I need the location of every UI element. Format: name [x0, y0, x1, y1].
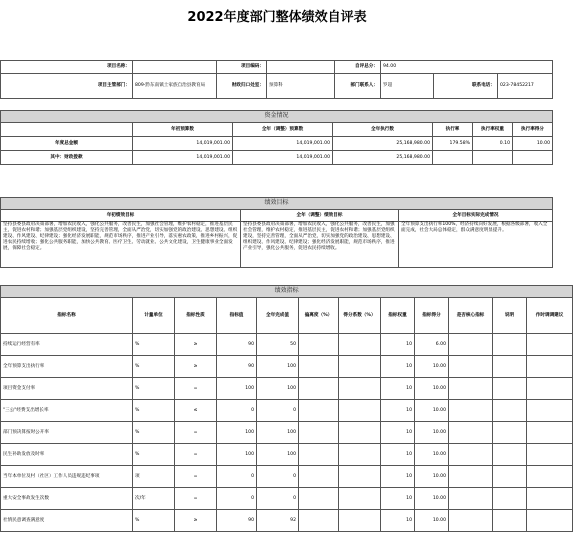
indicator-nature: ≤: [175, 400, 217, 422]
indicator-row: [1, 444, 573, 466]
indicator-nature: =: [175, 488, 217, 510]
indicator-core: [449, 356, 493, 378]
score-value: 94.00: [381, 61, 553, 74]
indicator-note: [493, 356, 527, 378]
funds-header: 全年（调整）预算数: [233, 123, 333, 137]
indicator-weight: 10: [381, 488, 415, 510]
funds-header: 执行率权重: [473, 123, 513, 137]
indicator-row: [1, 400, 573, 422]
funds-cell: 14,019,001.00: [133, 151, 233, 165]
indicator-coef: [339, 444, 381, 466]
indicator-actual: 0: [257, 466, 299, 488]
indicator-header: 偏离度（%）: [299, 298, 339, 334]
basic-info-table: [0, 60, 553, 99]
indicator-target: 90: [217, 334, 257, 356]
indicator-name: 重大安全事故发生次数: [1, 488, 133, 510]
indicator-weight: 10: [381, 466, 415, 488]
indicator-target: 100: [217, 378, 257, 400]
indicator-score: 10.00: [415, 510, 449, 532]
goals-header: 年初绩效目标: [1, 210, 241, 222]
indicator-header: 指标性质: [175, 298, 217, 334]
indicator-actual: 0: [257, 488, 299, 510]
indicator-dev: [299, 444, 339, 466]
goal-adjusted-text: 坚持县委县政府决策部署，增加农民收入，强化公共服务，改善民生，加强社会管理，维护农村稳定，推进基层民主，促进农村和谐；加强基层党组织建设，坚持完善管理，全面从严治党，切实加强党的政治建设、思想建设、组织建设、作风建设、纪律建设；强化经济发展职能，规范市场秩序，推进产业引导，强化公共服务，促进农民持续增收。: [241, 222, 399, 268]
indicator-weight: 10: [381, 334, 415, 356]
indicator-coef: [339, 510, 381, 532]
indicator-header: 指标值: [217, 298, 257, 334]
indicators-table: [0, 285, 573, 532]
indicator-nature: ≥: [175, 510, 217, 532]
indicator-score: 10.00: [415, 444, 449, 466]
indicator-score: 10.00: [415, 466, 449, 488]
indicator-unit: 项: [133, 466, 175, 488]
funds-row: [1, 151, 553, 165]
indicator-target: 0: [217, 400, 257, 422]
indicator-header: 说明: [493, 298, 527, 334]
indicator-unit: %: [133, 444, 175, 466]
indicator-row: [1, 422, 573, 444]
indicator-name: 当年本单位及村（社区）工作人员违规违纪事项: [1, 466, 133, 488]
indicator-score: 10.00: [415, 400, 449, 422]
goal-actual-text: 全年预算支出执行率100%，经济持续向好发展，根据各级部署，收入全面完成，社会大局总体稳定，群众满意度明显提升。: [399, 222, 553, 268]
indicator-nature: =: [175, 378, 217, 400]
indicator-suggestion: [527, 334, 573, 356]
indicator-dev: [299, 378, 339, 400]
indicator-row: [1, 378, 573, 400]
indicator-nature: ≥: [175, 356, 217, 378]
indicator-nature: =: [175, 422, 217, 444]
indicator-coef: [339, 466, 381, 488]
funds-cell: 14,019,001.00: [233, 151, 333, 165]
funds-cell: [513, 151, 553, 165]
funds-section-title: 资金情况: [1, 111, 553, 123]
indicator-header: 是否核心指标: [449, 298, 493, 334]
indicator-nature: ≥: [175, 334, 217, 356]
indicator-note: [493, 444, 527, 466]
project-name-value: [133, 61, 217, 74]
indicator-coef: [339, 422, 381, 444]
indicator-header: 指标权重: [381, 298, 415, 334]
indicator-core: [449, 488, 493, 510]
goals-header: 全年目标实际完成情况: [399, 210, 553, 222]
phone-value: 023-78452217: [498, 74, 553, 99]
indicator-core: [449, 378, 493, 400]
indicator-target: 90: [217, 356, 257, 378]
indicator-unit: %: [133, 334, 175, 356]
indicator-note: [493, 400, 527, 422]
indicator-header: 得分系数（%）: [339, 298, 381, 334]
funds-cell: [473, 151, 513, 165]
indicator-actual: 100: [257, 422, 299, 444]
indicator-dev: [299, 466, 339, 488]
funds-cell: 0.10: [473, 137, 513, 151]
indicator-note: [493, 422, 527, 444]
indicator-score: 10.00: [415, 356, 449, 378]
indicator-dev: [299, 422, 339, 444]
goals-table: [0, 197, 553, 268]
indicator-row: [1, 488, 573, 510]
project-code-label: 项目编码：: [217, 61, 267, 74]
funds-cell: 25,168,980.00: [333, 151, 433, 165]
indicator-suggestion: [527, 444, 573, 466]
indicator-name: 全年预算支出执行率: [1, 356, 133, 378]
finance-value: 预算科: [267, 74, 335, 99]
funds-cell: 25,168,980.00: [333, 137, 433, 151]
indicator-coef: [339, 378, 381, 400]
indicator-header: 作时调调建议: [527, 298, 573, 334]
indicator-header: 全年完成值: [257, 298, 299, 334]
goals-section-title: 绩效目标: [1, 198, 553, 210]
indicator-actual: 100: [257, 356, 299, 378]
indicator-unit: %: [133, 378, 175, 400]
indicator-note: [493, 466, 527, 488]
indicator-suggestion: [527, 400, 573, 422]
indicator-actual: 92: [257, 510, 299, 532]
indicator-unit: 次/年: [133, 488, 175, 510]
contact-value: 罗超: [381, 74, 434, 99]
indicator-header: 计量单位: [133, 298, 175, 334]
indicator-suggestion: [527, 422, 573, 444]
indicator-name: 持续运行经营有率: [1, 334, 133, 356]
indicator-note: [493, 378, 527, 400]
indicator-name: 部门预决算按时公开率: [1, 422, 133, 444]
indicator-weight: 10: [381, 422, 415, 444]
indicator-unit: %: [133, 510, 175, 532]
indicator-suggestion: [527, 510, 573, 532]
indicator-header: 指标得分: [415, 298, 449, 334]
funds-header: 执行率得分: [513, 123, 553, 137]
indicator-target: 100: [217, 444, 257, 466]
indicator-name: 社情民意调查满意度: [1, 510, 133, 532]
indicator-suggestion: [527, 378, 573, 400]
indicator-coef: [339, 488, 381, 510]
contact-label: 部门联系人：: [335, 74, 381, 99]
indicator-note: [493, 510, 527, 532]
finance-label: 财政归口处室：: [217, 74, 267, 99]
indicator-name: 项目资金支付率: [1, 378, 133, 400]
indicators-section-title: 绩效指标: [1, 286, 573, 298]
indicator-actual: 100: [257, 378, 299, 400]
page-title: 2022年度部门整体绩效自评表: [187, 10, 367, 25]
indicator-core: [449, 466, 493, 488]
funds-cell: 179.58%: [433, 137, 473, 151]
indicator-dev: [299, 488, 339, 510]
indicator-row: [1, 334, 573, 356]
indicator-suggestion: [527, 466, 573, 488]
indicator-unit: %: [133, 400, 175, 422]
indicator-note: [493, 488, 527, 510]
indicator-core: [449, 334, 493, 356]
indicator-score: 10.00: [415, 488, 449, 510]
phone-label: 联系电话：: [434, 74, 498, 99]
funds-header: 执行率: [433, 123, 473, 137]
indicator-note: [493, 334, 527, 356]
indicator-row: [1, 510, 573, 532]
indicator-row: [1, 466, 573, 488]
indicator-target: 0: [217, 488, 257, 510]
indicator-core: [449, 400, 493, 422]
indicators-body: [1, 334, 573, 532]
indicator-actual: 100: [257, 444, 299, 466]
indicator-target: 0: [217, 466, 257, 488]
indicator-unit: %: [133, 422, 175, 444]
funds-cell: [433, 151, 473, 165]
indicator-dev: [299, 356, 339, 378]
indicator-name: "三公"经费支出增长率: [1, 400, 133, 422]
indicator-suggestion: [527, 356, 573, 378]
dept-value: 809-黔东南镇土家族自治县教育局: [133, 74, 217, 99]
indicator-unit: %: [133, 356, 175, 378]
indicator-weight: 10: [381, 510, 415, 532]
project-code-value: [267, 61, 335, 74]
indicator-core: [449, 422, 493, 444]
indicator-score: 10.00: [415, 422, 449, 444]
indicator-dev: [299, 334, 339, 356]
funds-cell: 10.00: [513, 137, 553, 151]
indicator-score: 10.00: [415, 378, 449, 400]
indicator-nature: =: [175, 466, 217, 488]
indicator-weight: 10: [381, 356, 415, 378]
indicator-coef: [339, 400, 381, 422]
indicator-row: [1, 356, 573, 378]
funds-row: [1, 137, 553, 151]
funds-row-label: 其中：财政拨款: [1, 151, 133, 165]
indicator-header: 指标名称: [1, 298, 133, 334]
indicator-nature: =: [175, 444, 217, 466]
indicator-weight: 10: [381, 400, 415, 422]
goal-initial-text: 坚持县委县政府决策部署，增加农民收入，强化公共服务，改善民生，加强社会管理，维护农村稳定，推进基层民主，促进农村和谐；加强基层党组织建设，坚持完善管理，全面从严治党，切实加强党的政治建设、思想建设、组织建设、作风建设、纪律建设；强化经济发展职能，规范市场秩序，推进产业引导，落实惠农政策，推进乡村振兴，促进农民持续增收；强化公共服务职能，加快公共教育、医疗卫生、劳动就业、公共文化建设，卫生健康事业全面发展，保障社会稳定。: [1, 222, 241, 268]
funds-header: 年初预算数: [133, 123, 233, 137]
indicator-coef: [339, 334, 381, 356]
indicator-target: 100: [217, 422, 257, 444]
indicator-target: 90: [217, 510, 257, 532]
indicator-weight: 10: [381, 378, 415, 400]
indicator-core: [449, 510, 493, 532]
indicator-actual: 0: [257, 400, 299, 422]
indicator-dev: [299, 510, 339, 532]
goals-header: 全年（调整）绩效目标: [241, 210, 399, 222]
project-name-label: 项目名称：: [1, 61, 133, 74]
indicator-score: 6.00: [415, 334, 449, 356]
funds-row-label: 年度总金额: [1, 137, 133, 151]
score-label: 自评总分：: [335, 61, 381, 74]
indicator-dev: [299, 400, 339, 422]
indicator-actual: 50: [257, 334, 299, 356]
dept-label: 项目主管部门：: [1, 74, 133, 99]
indicator-name: 民生补助发放及时率: [1, 444, 133, 466]
funds-cell: 14,019,001.00: [233, 137, 333, 151]
funds-header-blank: [1, 123, 133, 137]
indicator-suggestion: [527, 488, 573, 510]
funds-header: 全年执行数: [333, 123, 433, 137]
funds-table: [0, 110, 553, 165]
funds-cell: 14,019,001.00: [133, 137, 233, 151]
indicator-coef: [339, 356, 381, 378]
indicator-weight: 10: [381, 444, 415, 466]
indicator-core: [449, 444, 493, 466]
